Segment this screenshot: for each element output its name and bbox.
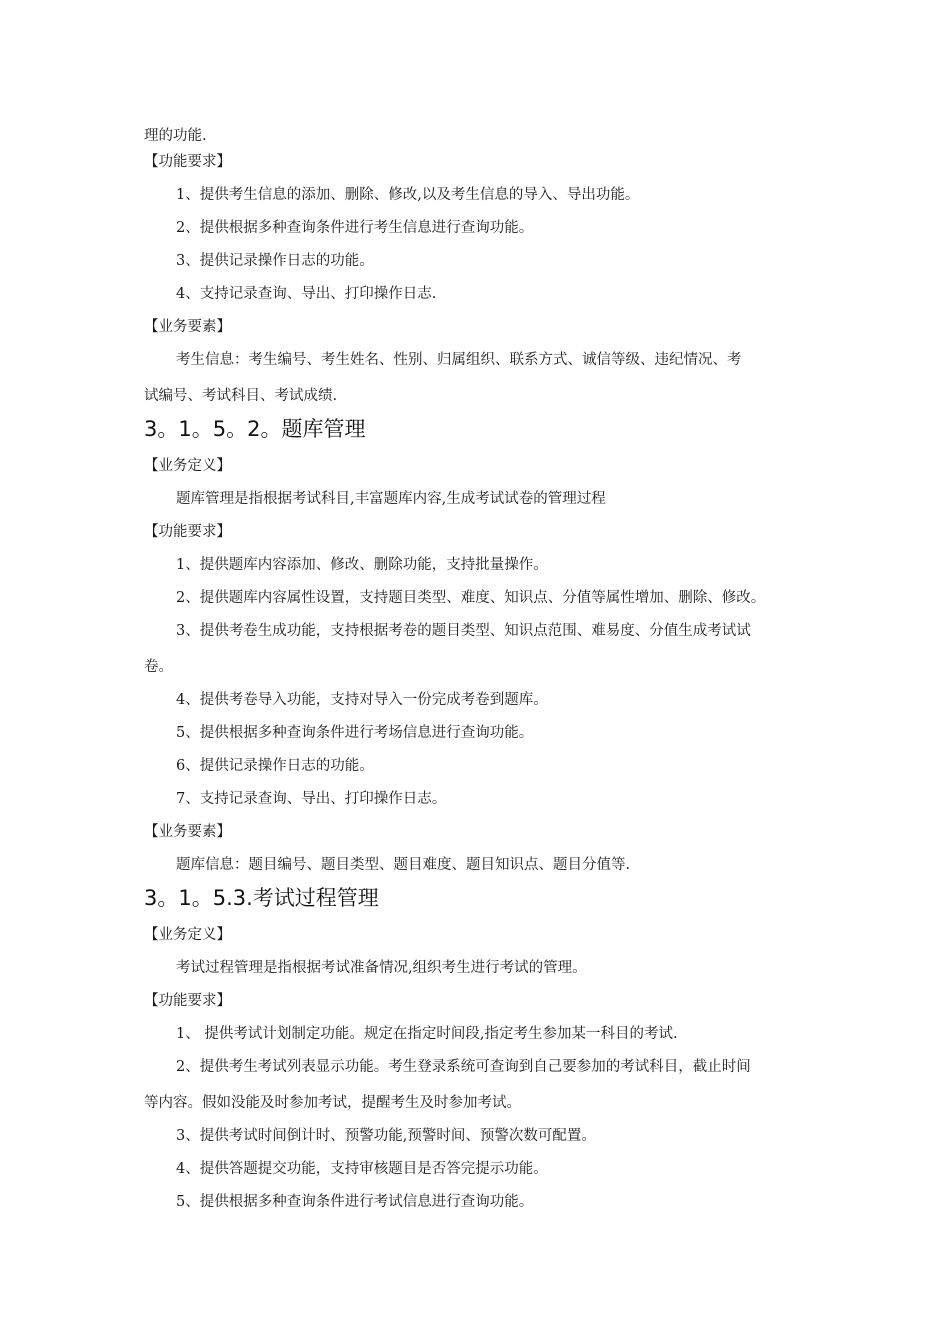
section-label-functional-requirements: 【功能要求】	[144, 993, 231, 1009]
section-label-business-elements: 【业务要素】	[144, 824, 231, 840]
requirement-item: 4、提供答题提交功能，支持审核题目是否答完提示功能。	[176, 1161, 548, 1177]
requirement-item: 2、提供考生考试列表显示功能。考生登录系统可查询到自己要参加的考试科目，截止时间	[176, 1059, 751, 1075]
requirement-item: 1、提供考生信息的添加、删除、修改,以及考生信息的导入、导出功能。	[176, 187, 640, 203]
section-label-business-definition: 【业务定义】	[144, 458, 231, 474]
section-label-business-elements: 【业务要素】	[144, 319, 231, 335]
section-label-business-definition: 【业务定义】	[144, 927, 231, 943]
requirement-item: 1、提供题库内容添加、修改、删除功能，支持批量操作。	[176, 557, 548, 573]
business-definition-text: 考试过程管理是指根据考试准备情况,组织考生进行考试的管理。	[176, 960, 587, 976]
section-heading-question-bank: 3。1。5。2。题库管理	[144, 417, 366, 441]
requirement-item: 3、提供考试时间倒计时、预警功能,预警时间、预警次数可配置。	[176, 1128, 596, 1144]
requirement-item-continued: 卷。	[144, 659, 173, 675]
requirement-item: 5、提供根据多种查询条件进行考场信息进行查询功能。	[176, 725, 534, 741]
requirement-item: 1、 提供考试计划制定功能。规定在指定时间段,指定考生参加某一科目的考试.	[176, 1026, 678, 1042]
business-elements-text-continued: 试编号、考试科目、考试成绩.	[144, 388, 338, 404]
requirement-item: 4、支持记录查询、导出、打印操作日志.	[176, 286, 437, 302]
requirement-item: 3、提供考卷生成功能，支持根据考卷的题目类型、知识点范围、难易度、分值生成考试试	[176, 623, 751, 639]
requirement-item: 3、提供记录操作日志的功能。	[176, 253, 374, 269]
paragraph-continuation: 理的功能.	[144, 128, 207, 144]
requirement-item: 5、提供根据多种查询条件进行考试信息进行查询功能。	[176, 1194, 534, 1210]
requirement-item: 6、提供记录操作日志的功能。	[176, 758, 374, 774]
requirement-item: 4、提供考卷导入功能，支持对导入一份完成考卷到题库。	[176, 692, 548, 708]
requirement-item: 7、支持记录查询、导出、打印操作日志。	[176, 791, 447, 807]
section-label-functional-requirements: 【功能要求】	[144, 154, 231, 170]
business-elements-text: 题库信息：题目编号、题目类型、题目难度、题目知识点、题目分值等.	[176, 857, 631, 873]
section-heading-exam-process: 3。1。5.3.考试过程管理	[144, 886, 379, 910]
requirement-item: 2、提供题库内容属性设置，支持题目类型、难度、知识点、分值等属性增加、删除、修改。	[176, 590, 766, 606]
requirement-item: 2、提供根据多种查询条件进行考生信息进行查询功能。	[176, 220, 534, 236]
section-label-functional-requirements: 【功能要求】	[144, 524, 231, 540]
requirement-item-continued: 等内容。假如没能及时参加考试，提醒考生及时参加考试。	[144, 1095, 521, 1111]
business-definition-text: 题库管理是指根据考试科目,丰富题库内容,生成考试试卷的管理过程	[176, 491, 606, 507]
business-elements-text: 考生信息：考生编号、考生姓名、性别、归属组织、联系方式、诚信等级、违纪情况、考	[176, 352, 742, 368]
